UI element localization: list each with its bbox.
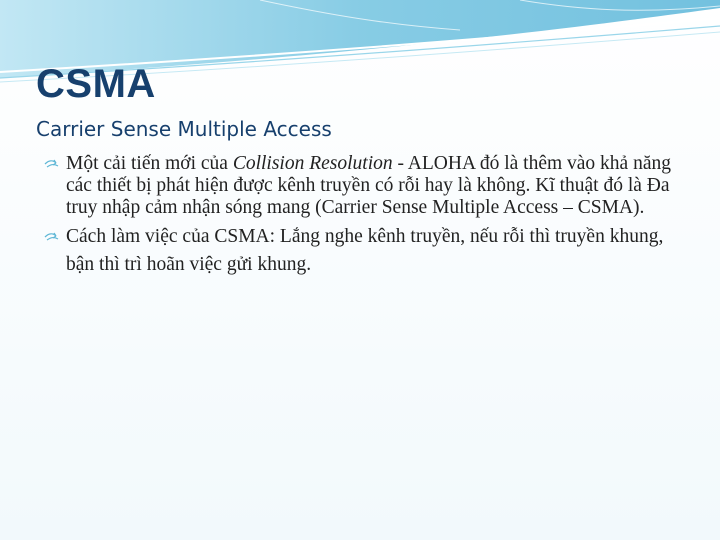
bullet-arrow-icon — [44, 232, 62, 242]
bullet-list — [44, 153, 684, 283]
bullet-1-italic-term: Collision Resolution — [232, 153, 393, 174]
bullet-2-text: Cách làm việc của CSMA: Lắng nghe kênh truyền, nếu rỗi thì truyền khung, bận thì trì hoãn việc gửi khung. — [66, 226, 664, 275]
bullet-1-text-start: Một cải tiến mới của — [66, 153, 233, 174]
slide-subtitle: Carrier Sense Multiple Access — [36, 117, 332, 141]
bullet-arrow-icon — [44, 159, 62, 169]
bullet-item-1 — [44, 153, 684, 219]
bullet-item-2 — [44, 223, 684, 279]
bullet-1-text-end: - ALOHA đó là thêm vào khả năng các thiết bị phát hiện được kênh truyền có rỗi hay là không. Kĩ thuật đó là Đa truy nhập cảm nhận sóng mang (Carrier Sense Multiple Access – CSMA). — [66, 153, 671, 218]
slide-title: CSMA — [36, 62, 156, 106]
